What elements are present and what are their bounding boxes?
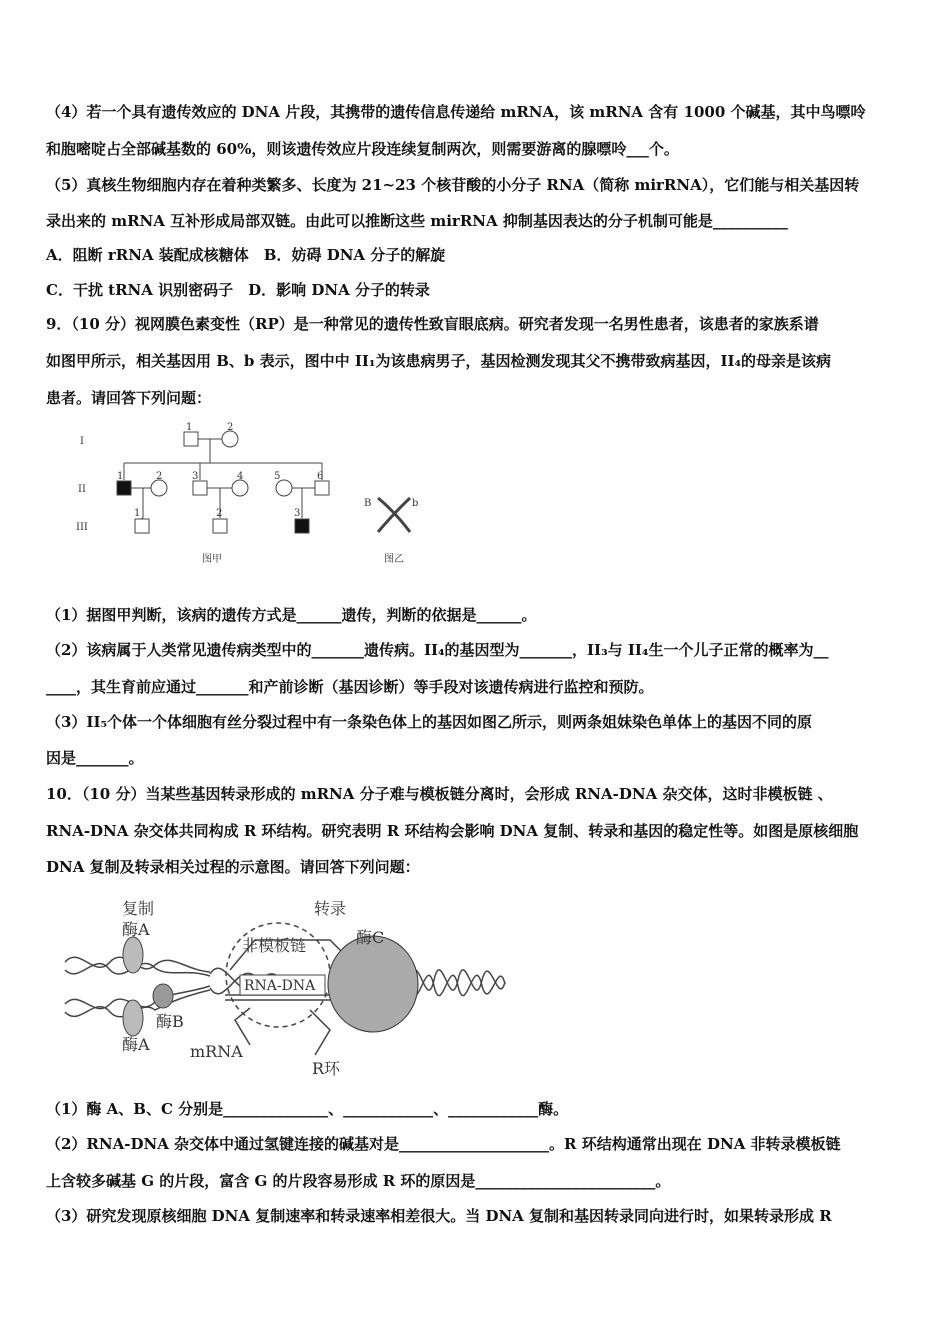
gen2-num-1: 1 — [117, 471, 124, 482]
label-nontemplate-strand: 非模板链 — [242, 936, 307, 955]
q10-stem-line1: 10．（10 分）当某些基因转录形成的 mRNA 分子难与模板链分离时，会形成 RNA-DNA 杂交体，这时非模板链 、 — [46, 785, 833, 803]
gen3-num-3: 3 — [294, 508, 301, 519]
label-r-loop: R环 — [312, 1059, 341, 1078]
q10-sub2-line1: （2）RNA-DNA 杂交体中通过氢键连接的碱基对是____________________。R 环结构通常出现在 DNA 非转录模板链 — [46, 1135, 841, 1153]
gen2-num-6: 6 — [317, 471, 324, 482]
q10-stem-line3: DNA 复制及转录相关过程的示意图。请回答下列问题： — [46, 858, 420, 876]
q8-part5-line2: 录出来的 mRNA 互补形成局部双链。由此可以推断这些 mirRNA 抑制基因表达的分子机制可能是__________ — [46, 212, 788, 230]
gen2-num-4: 4 — [237, 471, 244, 482]
q8-options-cd: C．干扰 tRNA 识别密码子 D．影响 DNA 分子的转录 — [46, 281, 430, 299]
q8-part4-line1: （4）若一个具有遗传效应的 DNA 片段，其携带的遗传信息传递给 mRNA，该 mRNA 含有 1000 个碱基，其中鸟嘌呤 — [46, 103, 866, 121]
label-enzyme-b: 酶B — [156, 1012, 184, 1031]
caption-figure-b: 图乙 — [384, 554, 404, 565]
chromosome-gene-B: B — [364, 498, 372, 509]
q9-stem-line3: 患者。请回答下列问题： — [46, 389, 212, 407]
label-enzyme-a-top: 酶A — [122, 920, 150, 939]
q8-part5-line1: （5）真核生物细胞内存在着种类繁多、长度为 21~23 个核苷酸的小分子 RNA（简称 mirRNA），它们能与相关基因转 — [46, 176, 860, 194]
label-enzyme-c: 酶C — [356, 928, 385, 947]
caption-figure-a: 图甲 — [202, 554, 222, 565]
q9-sub3-line2: 因是_______。 — [46, 749, 144, 767]
gen2-num-3: 3 — [192, 471, 199, 482]
label-enzyme-a-bottom: 酶A — [122, 1035, 150, 1054]
label-rna-dna-hybrid: RNA-DNA — [244, 978, 316, 994]
gen-label-III: III — [76, 522, 88, 533]
q10-sub2-line2: 上含较多碱基 G 的片段，富含 G 的片段容易形成 R 环的原因是________________________。 — [46, 1172, 671, 1190]
gen1-num-2: 2 — [227, 422, 234, 433]
q9-stem-line1: 9．（10 分）视网膜色素变性（RP）是一种常见的遗传性致盲眼底病。研究者发现一名男性患者，该患者的家族系谱 — [46, 315, 819, 333]
label-replication: 复制 — [122, 899, 155, 918]
q9-sub1: （1）据图甲判断，该病的遗传方式是______遗传，判断的依据是______。 — [46, 606, 537, 624]
gen1-num-1: 1 — [186, 422, 193, 433]
chromosome-gene-b: b — [412, 498, 419, 509]
q9-sub3-line1: （3）II₅个体一个体细胞有丝分裂过程中有一条染色体上的基因如图乙所示，则两条姐妹染色单体上的基因不同的原 — [46, 713, 813, 731]
gen3-num-2: 2 — [216, 508, 223, 519]
gen-label-II: II — [78, 484, 86, 495]
gen2-num-5: 5 — [274, 471, 281, 482]
q10-sub3-line1: （3）研究发现原核细胞 DNA 复制速率和转录速率相差很大。当 DNA 复制和基因转录同向进行时，如果转录形成 R — [46, 1207, 832, 1225]
q10-sub1: （1）酶 A、B、C 分别是______________、____________、____________酶。 — [46, 1100, 569, 1118]
q9-sub2-line1: （2）该病属于人类常见遗传病类型中的_______遗传病。II₄的基因型为_______，II₃与 II₄生一个儿子正常的概率为__ — [46, 641, 829, 659]
gen-label-I: I — [80, 436, 84, 447]
q8-options-ab: A．阻断 rRNA 装配成核糖体 B．妨碍 DNA 分子的解旋 — [46, 246, 446, 264]
gen2-num-2: 2 — [156, 471, 163, 482]
q8-part4-line2: 和胞嘧啶占全部碱基数的 60%，则该遗传效应片段连续复制两次，则需要游离的腺嘌呤___个。 — [46, 140, 679, 158]
r-loop-figure — [60, 890, 510, 1085]
q9-sub2-line2: ____，其生育前应通过_______和产前诊断（基因诊断）等手段对该遗传病进行监控和预防。 — [46, 678, 654, 696]
q10-stem-line2: RNA-DNA 杂交体共同构成 R 环结构。研究表明 R 环结构会影响 DNA 复制、转录和基因的稳定性等。如图是原核细胞 — [46, 822, 859, 840]
pedigree-figure — [60, 420, 440, 580]
label-mrna: mRNA — [190, 1042, 243, 1061]
gen3-num-1: 1 — [134, 508, 141, 519]
q9-stem-line2: 如图甲所示，相关基因用 B、b 表示，图中中 II₁为该患病男子，基因检测发现其父不携带致病基因，II₄的母亲是该病 — [46, 352, 832, 370]
label-transcription: 转录 — [314, 899, 347, 918]
